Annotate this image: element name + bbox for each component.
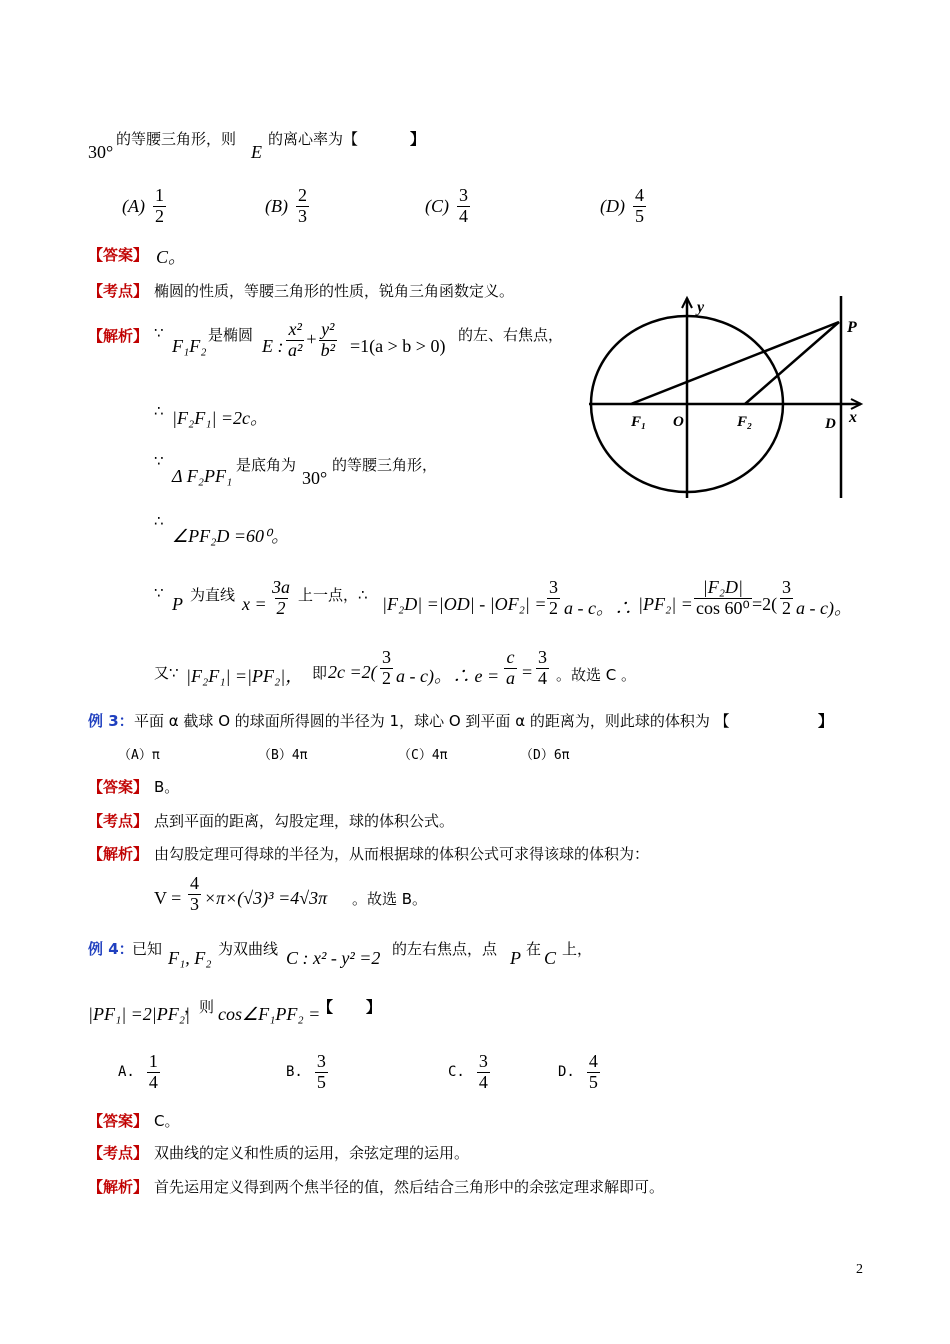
four-thirds: $\frac{4}{3}$	[190, 873, 199, 914]
s5-after: 上一点，∴	[298, 586, 368, 604]
therefore-symbol: ∴	[154, 512, 164, 530]
numerator: 3	[459, 185, 468, 205]
s5-eq1: |F₂D| =|OD| - |OF₂| =	[382, 594, 547, 614]
ex4-c: C	[544, 948, 557, 968]
example-3-title: 例 3：	[88, 712, 134, 730]
three-a-over-two: $\frac{3a}{2}$	[272, 577, 290, 618]
label-p: P	[847, 319, 857, 336]
line1-text-b: 的离心率为【	[268, 130, 359, 148]
denominator: 3	[297, 205, 307, 226]
denominator: 5	[588, 1071, 598, 1092]
three-halves: $\frac{3}{2}$	[782, 577, 791, 618]
s4-angle: ∠PF₂D =60⁰。	[172, 526, 290, 546]
page-number: 2	[856, 1262, 863, 1277]
example-3-bracket-end: 】	[818, 712, 834, 730]
s6-eq: |F₂F₁| =|PF₂|，	[186, 666, 304, 686]
label-f2: F₂	[737, 414, 753, 430]
choice-label: (D)	[600, 195, 625, 216]
ellipse-diagram	[585, 292, 875, 502]
three-halves: $\frac{3}{2}$	[549, 577, 558, 618]
three-quarters: $\frac{3}{4}$	[538, 647, 547, 688]
point-tag: 【考点】	[88, 282, 149, 300]
s6-ji: 即	[312, 664, 328, 682]
ellipse-tail: =1(a > b > 0)	[350, 336, 446, 356]
s3-text: 是底角为	[236, 456, 297, 474]
ex4-text-e: 上，	[562, 940, 593, 958]
line1-bracket-end: 】	[410, 130, 426, 148]
denominator: 4	[459, 205, 468, 226]
ex4-choice-b	[286, 1052, 330, 1093]
volume-end: 。故选 B。	[352, 890, 428, 908]
example-4-title: 例 4：	[88, 940, 134, 958]
s3-end: 的等腰三角形，	[332, 456, 438, 474]
volume-formula: ×π×(√3)³ =4√3π	[204, 888, 328, 908]
s5-eq2: |PF₂| =	[638, 594, 693, 614]
choice-label: B.	[286, 1064, 303, 1081]
s2-equation: |F₂F₁| =2c。	[172, 408, 269, 428]
numerator: 1	[148, 1051, 158, 1071]
s5-eq2-tail: =2(	[752, 594, 778, 614]
s5-p: P	[172, 594, 183, 614]
ex4-choice-c	[448, 1052, 492, 1093]
s6-eq2b: a - c)。∴ e =	[396, 666, 500, 686]
label-x: x	[849, 409, 857, 426]
fraction	[153, 186, 166, 227]
analysis-tag: 【解析】	[88, 327, 149, 345]
therefore-symbol: ∴	[154, 402, 164, 420]
fraction	[147, 1052, 160, 1093]
fraction	[633, 186, 646, 227]
answer-value: C。	[154, 1112, 180, 1130]
segment-f2p	[745, 322, 839, 404]
s6-eq2: 2c =2(	[328, 662, 377, 682]
answer-value: B。	[154, 778, 180, 796]
fraction	[587, 1052, 600, 1093]
choice-label: (A)	[122, 195, 145, 216]
point-tag: 【考点】	[88, 1144, 149, 1162]
numerator: 4	[588, 1051, 598, 1071]
choice-label: D.	[558, 1064, 575, 1081]
three-halves: $\frac{3}{2}$	[382, 647, 391, 688]
fraction	[296, 186, 309, 227]
choice-label: A.	[118, 1064, 135, 1081]
because-symbol: ∵	[154, 324, 164, 342]
numerator: 4	[635, 185, 644, 205]
ex4-vars: F₁, F₂	[168, 948, 212, 968]
because-symbol: ∵	[154, 584, 164, 602]
point-tag: 【考点】	[88, 812, 149, 830]
choice-a	[122, 186, 168, 227]
s6-you: 又∵	[154, 664, 179, 682]
answer-tag: 【答案】	[88, 778, 149, 796]
because-symbol: ∵	[154, 452, 164, 470]
fraction	[477, 1052, 490, 1093]
base-angle: 30°	[302, 468, 328, 488]
ex4-bracket: 【	[318, 998, 334, 1016]
ex4-cos: cos∠F₁PF₂ =	[218, 1004, 321, 1024]
ex4-cond-then: ，则	[184, 998, 215, 1016]
s6-end: 。故选 C 。	[556, 666, 637, 684]
foci-vars: F₁F₂	[172, 336, 207, 356]
segment-f1p	[631, 322, 839, 404]
choice-b	[265, 186, 311, 227]
numerator: 2	[297, 185, 307, 205]
c-over-a: $\frac{c}{a}$	[506, 647, 515, 688]
choice-label: C.	[448, 1064, 465, 1081]
ex4-condition: |PF₁| =2|PF₂|	[88, 1004, 190, 1024]
ex4-text-c: 的左右焦点，点	[392, 940, 498, 958]
s1-text: 是椭圆	[208, 326, 254, 344]
denominator: 5	[316, 1071, 326, 1092]
ex4-p: P	[510, 948, 521, 968]
ellipse-equation: $\frac{\text{x²}}{\text{a²}}$ + $\frac{\text{y²}}{\text{b²}}$	[288, 319, 335, 360]
label-f1: F₁	[631, 414, 647, 430]
point-text: 点到平面的距离，勾股定理，球的体积公式。	[154, 812, 455, 830]
s6-eq3: =	[522, 662, 533, 682]
pf2-fraction: $\frac{\text{|F₂D|}}{\text{cos 60⁰}}$	[696, 577, 750, 618]
answer-value: C。	[156, 247, 187, 267]
ellipse-e: E :	[262, 336, 284, 356]
answer-tag: 【答案】	[88, 246, 149, 264]
numerator: 3	[478, 1051, 488, 1071]
ex3-choice-c: （C）4π	[398, 748, 448, 763]
s5-text: 为直线	[190, 586, 236, 604]
point-text: 双曲线的定义和性质的运用，余弦定理的运用。	[154, 1144, 470, 1162]
volume-v: V =	[154, 888, 182, 908]
ex4-choice-d	[558, 1052, 602, 1093]
analysis-tag: 【解析】	[88, 845, 149, 863]
ex4-text-a: 已知	[132, 940, 163, 958]
s5-eq1-tail: a - c。∴	[564, 598, 632, 618]
label-o: O	[673, 414, 684, 430]
fraction	[315, 1052, 328, 1093]
s5-eq2-end: a - c)。	[796, 598, 852, 618]
choice-label: (B)	[265, 195, 288, 216]
ex4-text-d: 在	[526, 940, 542, 958]
ex4-curve: C : x² - y² =2	[286, 948, 381, 968]
numerator: 1	[154, 185, 164, 205]
analysis-tag: 【解析】	[88, 1178, 149, 1196]
ex4-choice-a	[118, 1052, 162, 1093]
denominator: 4	[478, 1071, 488, 1092]
s1-end: 的左、右焦点，	[458, 326, 564, 344]
analysis-text: 首先运用定义得到两个焦半径的值，然后结合三角形中的余弦定理求解即可。	[154, 1178, 665, 1196]
ex3-choice-b: （B）4π	[258, 748, 308, 763]
var-e: E	[251, 142, 262, 162]
choice-label: (C)	[425, 195, 449, 216]
denominator: 4	[148, 1071, 158, 1092]
ex4-text-b: 为双曲线	[218, 940, 279, 958]
denominator: 5	[635, 205, 644, 226]
s5-x: x =	[242, 594, 267, 614]
numerator: 3	[316, 1051, 326, 1071]
example-3-question: 平面 α 截球 O 的球面所得圆的半径为 1，球心 O 到平面 α 的距离为，则此球的体积为 【	[134, 712, 730, 730]
label-d: D	[825, 416, 836, 432]
denominator: 2	[154, 205, 164, 226]
line1-text-a: 的等腰三角形，则	[116, 130, 237, 148]
ex4-bracket-end: 】	[366, 998, 382, 1016]
point-text: 椭圆的性质，等腰三角形的性质，锐角三角函数定义。	[154, 282, 515, 300]
answer-tag: 【答案】	[88, 1112, 149, 1130]
fraction	[457, 186, 470, 227]
triangle-name: Δ F₂PF₁	[172, 466, 233, 486]
label-y: y	[697, 299, 705, 316]
choice-c	[425, 186, 472, 227]
analysis-text: 由勾股定理可得球的半径为，从而根据球的体积公式可求得该球的体积为：	[154, 845, 650, 863]
ex3-choice-d: （D）6π	[520, 748, 570, 763]
choice-d	[600, 186, 648, 227]
ex3-choice-a: （A）π	[118, 748, 160, 763]
angle-30: 30°	[88, 142, 114, 162]
